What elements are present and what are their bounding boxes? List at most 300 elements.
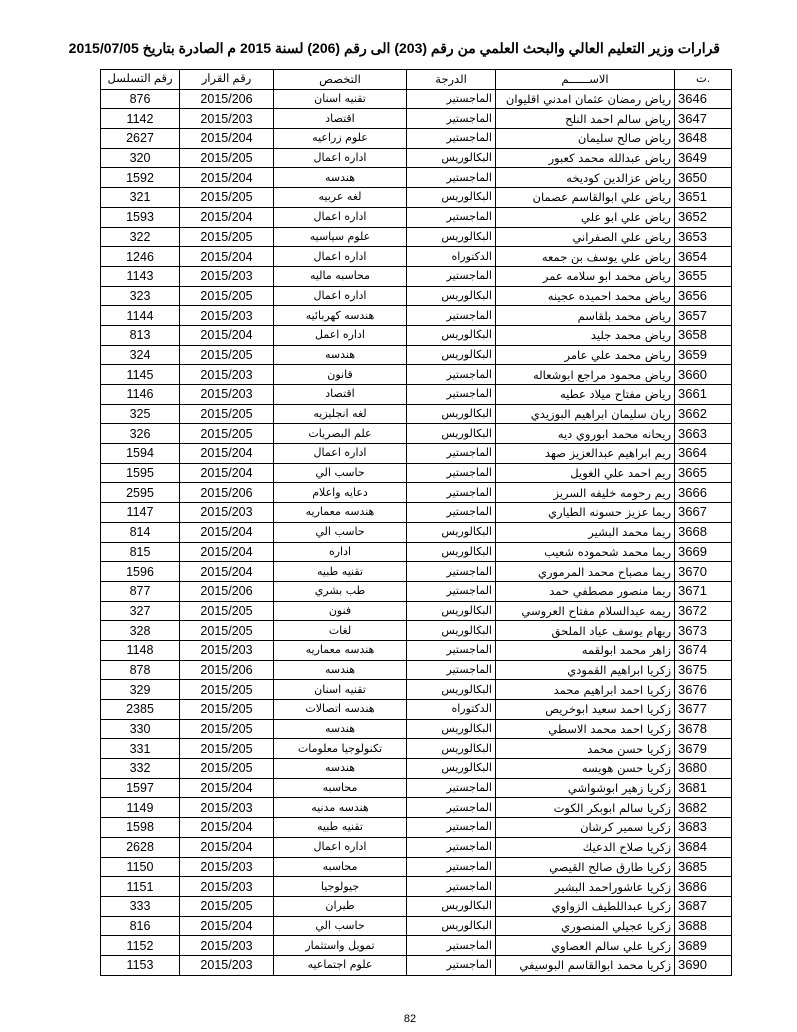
- header-specialty: التخصص: [274, 70, 407, 90]
- table-row: [101, 168, 732, 188]
- number-cell: 3680: [675, 759, 732, 779]
- number-cell: 3689: [675, 936, 732, 956]
- specialty-cell: اداره اعمال: [274, 148, 407, 168]
- decision-cell: 2015/205: [180, 601, 274, 621]
- specialty-cell: هندسه: [274, 719, 407, 739]
- number-cell: 3656: [675, 286, 732, 306]
- degree-cell: البكالوريس: [407, 759, 496, 779]
- name-cell: ريما محمد شحموده شعيب: [496, 542, 675, 562]
- degree-cell: البكالوريس: [407, 227, 496, 247]
- degree-cell: الماجستير: [407, 936, 496, 956]
- serial-cell: 1152: [101, 936, 180, 956]
- number-cell: 3652: [675, 207, 732, 227]
- decision-cell: 2015/205: [180, 188, 274, 208]
- serial-cell: 331: [101, 739, 180, 759]
- degree-cell: الماجستير: [407, 877, 496, 897]
- table-row: [101, 89, 732, 109]
- table-row: [101, 483, 732, 503]
- specialty-cell: تقنيه اسنان: [274, 89, 407, 109]
- specialty-cell: اداره اعمال: [274, 444, 407, 464]
- table-row: [101, 463, 732, 483]
- table-row: [101, 207, 732, 227]
- serial-cell: 1594: [101, 444, 180, 464]
- table-row: [101, 148, 732, 168]
- specialty-cell: هندسه: [274, 759, 407, 779]
- table-row: [101, 621, 732, 641]
- name-cell: زكريا زهير ابوشواشي: [496, 778, 675, 798]
- decision-cell: 2015/205: [180, 680, 274, 700]
- degree-cell: البكالوريس: [407, 404, 496, 424]
- decision-cell: 2015/206: [180, 660, 274, 680]
- serial-cell: 1596: [101, 562, 180, 582]
- decision-cell: 2015/203: [180, 503, 274, 523]
- decision-cell: 2015/204: [180, 837, 274, 857]
- decision-cell: 2015/205: [180, 700, 274, 720]
- specialty-cell: طب بشري: [274, 581, 407, 601]
- name-cell: رياض صالح سليمان: [496, 129, 675, 149]
- number-cell: 3661: [675, 385, 732, 405]
- number-cell: 3676: [675, 680, 732, 700]
- number-cell: 3660: [675, 365, 732, 385]
- serial-cell: 877: [101, 581, 180, 601]
- name-cell: زكريا احمد محمد الاسطي: [496, 719, 675, 739]
- degree-cell: الماجستير: [407, 798, 496, 818]
- number-cell: 3655: [675, 266, 732, 286]
- degree-cell: الماجستير: [407, 955, 496, 975]
- serial-cell: 1143: [101, 266, 180, 286]
- specialty-cell: اداره اعمال: [274, 207, 407, 227]
- serial-cell: 1597: [101, 778, 180, 798]
- degree-cell: الماجستير: [407, 503, 496, 523]
- serial-cell: 1151: [101, 877, 180, 897]
- name-cell: زكريا عاشوراحمد البشير: [496, 877, 675, 897]
- decision-cell: 2015/204: [180, 818, 274, 838]
- serial-cell: 1149: [101, 798, 180, 818]
- name-cell: رياض محمد احميده عجينه: [496, 286, 675, 306]
- number-cell: 3654: [675, 247, 732, 267]
- degree-cell: البكالوريس: [407, 286, 496, 306]
- serial-cell: 1148: [101, 640, 180, 660]
- decision-cell: 2015/203: [180, 857, 274, 877]
- degree-cell: الماجستير: [407, 168, 496, 188]
- decision-cell: 2015/204: [180, 463, 274, 483]
- decision-cell: 2015/204: [180, 129, 274, 149]
- name-cell: ريم ابراهيم عبدالعزيز صهد: [496, 444, 675, 464]
- specialty-cell: علوم اجتماعيه: [274, 955, 407, 975]
- number-cell: 3678: [675, 719, 732, 739]
- degree-cell: البكالوريس: [407, 522, 496, 542]
- specialty-cell: محاسبه: [274, 857, 407, 877]
- degree-cell: البكالوريس: [407, 896, 496, 916]
- specialty-cell: تمويل واستثمار: [274, 936, 407, 956]
- table-row: [101, 542, 732, 562]
- table-row: [101, 227, 732, 247]
- name-cell: رياض رمضان عثمان امدني اقليوان: [496, 89, 675, 109]
- serial-cell: 2595: [101, 483, 180, 503]
- serial-cell: 329: [101, 680, 180, 700]
- name-cell: رياض سالم احمد النلح: [496, 109, 675, 129]
- name-cell: زكريا سمير كرشان: [496, 818, 675, 838]
- degree-cell: الماجستير: [407, 660, 496, 680]
- number-cell: 3681: [675, 778, 732, 798]
- name-cell: رياض محمد علي عامر: [496, 345, 675, 365]
- decision-cell: 2015/203: [180, 955, 274, 975]
- name-cell: رياض محمد جليد: [496, 325, 675, 345]
- serial-cell: 815: [101, 542, 180, 562]
- number-cell: 3664: [675, 444, 732, 464]
- table-row: [101, 640, 732, 660]
- specialty-cell: هندسه اتصالات: [274, 700, 407, 720]
- degree-cell: الدكتوراه: [407, 247, 496, 267]
- graduates-table: [100, 69, 732, 976]
- decision-cell: 2015/205: [180, 404, 274, 424]
- specialty-cell: هندسه: [274, 168, 407, 188]
- name-cell: زكريا حسن محمد: [496, 739, 675, 759]
- serial-cell: 330: [101, 719, 180, 739]
- name-cell: زاهر محمد ابولقمه: [496, 640, 675, 660]
- degree-cell: الماجستير: [407, 444, 496, 464]
- decision-cell: 2015/204: [180, 444, 274, 464]
- number-cell: 3669: [675, 542, 732, 562]
- table-row: [101, 719, 732, 739]
- specialty-cell: دعايه واعلام: [274, 483, 407, 503]
- specialty-cell: هندسه معماريه: [274, 640, 407, 660]
- table-row: [101, 444, 732, 464]
- name-cell: زكريا عبداللطيف الزواوي: [496, 896, 675, 916]
- header-serial: رقم التسلسل: [101, 70, 180, 90]
- table-row: [101, 522, 732, 542]
- decision-cell: 2015/203: [180, 385, 274, 405]
- table-row: [101, 877, 732, 897]
- name-cell: رياض علي الصفراني: [496, 227, 675, 247]
- specialty-cell: طيران: [274, 896, 407, 916]
- table-row: [101, 503, 732, 523]
- serial-cell: 1150: [101, 857, 180, 877]
- table-row: [101, 955, 732, 975]
- page-number: 82: [403, 1013, 417, 1025]
- table-row: [101, 680, 732, 700]
- header-number: ت.: [675, 70, 732, 90]
- serial-cell: 2385: [101, 700, 180, 720]
- degree-cell: البكالوريس: [407, 188, 496, 208]
- table-row: [101, 247, 732, 267]
- name-cell: ريما منصور مصطفي حمد: [496, 581, 675, 601]
- number-cell: 3647: [675, 109, 732, 129]
- degree-cell: الماجستير: [407, 109, 496, 129]
- name-cell: رياض مفتاح ميلاد عطيه: [496, 385, 675, 405]
- serial-cell: 1246: [101, 247, 180, 267]
- specialty-cell: جيولوجيا: [274, 877, 407, 897]
- table-header-row: [101, 70, 732, 90]
- name-cell: زكريا احمد ابراهيم محمد: [496, 680, 675, 700]
- decision-cell: 2015/204: [180, 522, 274, 542]
- degree-cell: الماجستير: [407, 818, 496, 838]
- degree-cell: الماجستير: [407, 857, 496, 877]
- specialty-cell: اداره اعمل: [274, 325, 407, 345]
- header-decision: رقم القرار: [180, 70, 274, 90]
- serial-cell: 324: [101, 345, 180, 365]
- decision-cell: 2015/204: [180, 247, 274, 267]
- specialty-cell: حاسب الي: [274, 916, 407, 936]
- number-cell: 3653: [675, 227, 732, 247]
- table-row: [101, 129, 732, 149]
- number-cell: 3648: [675, 129, 732, 149]
- decision-cell: 2015/205: [180, 739, 274, 759]
- table-row: [101, 109, 732, 129]
- table-row: [101, 581, 732, 601]
- degree-cell: الماجستير: [407, 837, 496, 857]
- name-cell: ريحانه محمد ابوروي ديه: [496, 424, 675, 444]
- specialty-cell: تقنيه طبيه: [274, 818, 407, 838]
- number-cell: 3672: [675, 601, 732, 621]
- serial-cell: 1145: [101, 365, 180, 385]
- number-cell: 3659: [675, 345, 732, 365]
- serial-cell: 1146: [101, 385, 180, 405]
- specialty-cell: لغه انجليزيه: [274, 404, 407, 424]
- name-cell: رياض عبدالله محمد كعبور: [496, 148, 675, 168]
- number-cell: 3667: [675, 503, 732, 523]
- serial-cell: 1595: [101, 463, 180, 483]
- degree-cell: الماجستير: [407, 581, 496, 601]
- table-row: [101, 365, 732, 385]
- number-cell: 3657: [675, 306, 732, 326]
- number-cell: 3670: [675, 562, 732, 582]
- specialty-cell: علوم زراعيه: [274, 129, 407, 149]
- table-row: [101, 936, 732, 956]
- specialty-cell: محاسبه: [274, 778, 407, 798]
- specialty-cell: محاسبه ماليه: [274, 266, 407, 286]
- specialty-cell: هندسه معماريه: [274, 503, 407, 523]
- name-cell: ريمه عبدالسلام مفتاح العروسي: [496, 601, 675, 621]
- degree-cell: البكالوريس: [407, 601, 496, 621]
- degree-cell: البكالوريس: [407, 542, 496, 562]
- degree-cell: الماجستير: [407, 778, 496, 798]
- decision-cell: 2015/205: [180, 719, 274, 739]
- serial-cell: 323: [101, 286, 180, 306]
- decision-cell: 2015/203: [180, 109, 274, 129]
- number-cell: 3662: [675, 404, 732, 424]
- serial-cell: 878: [101, 660, 180, 680]
- decision-cell: 2015/204: [180, 325, 274, 345]
- serial-cell: 2628: [101, 837, 180, 857]
- table-row: [101, 424, 732, 444]
- degree-cell: الدكتوراه: [407, 700, 496, 720]
- degree-cell: الماجستير: [407, 266, 496, 286]
- specialty-cell: حاسب الي: [274, 463, 407, 483]
- decision-cell: 2015/203: [180, 266, 274, 286]
- degree-cell: البكالوريس: [407, 680, 496, 700]
- name-cell: زكريا طارق صالح القيصي: [496, 857, 675, 877]
- specialty-cell: علوم سياسيه: [274, 227, 407, 247]
- number-cell: 3687: [675, 896, 732, 916]
- decision-cell: 2015/206: [180, 581, 274, 601]
- degree-cell: الماجستير: [407, 640, 496, 660]
- number-cell: 3651: [675, 188, 732, 208]
- table-row: [101, 896, 732, 916]
- degree-cell: البكالوريس: [407, 739, 496, 759]
- decision-cell: 2015/204: [180, 562, 274, 582]
- table-row: [101, 385, 732, 405]
- document-title: قرارات وزير التعليم العالي والبحث العلمي من رقم (203) الى رقم (206) لسنة 2015 م الصادرة بتاريخ 2015/07/05: [68, 40, 720, 56]
- table-row: [101, 286, 732, 306]
- table-row: [101, 837, 732, 857]
- serial-cell: 321: [101, 188, 180, 208]
- name-cell: زكريا عجيلي المنصوري: [496, 916, 675, 936]
- serial-cell: 332: [101, 759, 180, 779]
- decision-cell: 2015/203: [180, 877, 274, 897]
- table-row: [101, 404, 732, 424]
- name-cell: رياض علي ابو علي: [496, 207, 675, 227]
- name-cell: زكريا حسن هويسه: [496, 759, 675, 779]
- table-row: [101, 345, 732, 365]
- table-row: [101, 660, 732, 680]
- number-cell: 3646: [675, 89, 732, 109]
- specialty-cell: اقتصاد: [274, 385, 407, 405]
- table-row: [101, 739, 732, 759]
- serial-cell: 876: [101, 89, 180, 109]
- name-cell: زكريا احمد سعيد ابوخريص: [496, 700, 675, 720]
- table-row: [101, 562, 732, 582]
- decision-cell: 2015/203: [180, 640, 274, 660]
- specialty-cell: قانون: [274, 365, 407, 385]
- name-cell: ريما محمد البشير: [496, 522, 675, 542]
- decision-cell: 2015/204: [180, 168, 274, 188]
- decision-cell: 2015/205: [180, 286, 274, 306]
- name-cell: رياض عزالدين كوديخه: [496, 168, 675, 188]
- decision-cell: 2015/205: [180, 345, 274, 365]
- decision-cell: 2015/206: [180, 483, 274, 503]
- table-body: [101, 89, 732, 975]
- specialty-cell: هندسه: [274, 345, 407, 365]
- specialty-cell: هندسه: [274, 660, 407, 680]
- decision-cell: 2015/203: [180, 798, 274, 818]
- degree-cell: الماجستير: [407, 129, 496, 149]
- decision-cell: 2015/204: [180, 542, 274, 562]
- specialty-cell: هندسه كهربائيه: [274, 306, 407, 326]
- decision-cell: 2015/206: [180, 89, 274, 109]
- serial-cell: 1598: [101, 818, 180, 838]
- degree-cell: الماجستير: [407, 306, 496, 326]
- serial-cell: 1144: [101, 306, 180, 326]
- specialty-cell: اداره: [274, 542, 407, 562]
- specialty-cell: لغات: [274, 621, 407, 641]
- specialty-cell: اداره اعمال: [274, 286, 407, 306]
- decision-cell: 2015/205: [180, 227, 274, 247]
- number-cell: 3650: [675, 168, 732, 188]
- decision-cell: 2015/204: [180, 916, 274, 936]
- number-cell: 3675: [675, 660, 732, 680]
- specialty-cell: علم البصريات: [274, 424, 407, 444]
- number-cell: 3686: [675, 877, 732, 897]
- table-row: [101, 818, 732, 838]
- degree-cell: البكالوريس: [407, 148, 496, 168]
- degree-cell: البكالوريس: [407, 621, 496, 641]
- name-cell: زكريا علي سالم العصاوي: [496, 936, 675, 956]
- decision-cell: 2015/205: [180, 759, 274, 779]
- specialty-cell: اداره اعمال: [274, 837, 407, 857]
- table-row: [101, 188, 732, 208]
- table-row: [101, 325, 732, 345]
- serial-cell: 328: [101, 621, 180, 641]
- number-cell: 3665: [675, 463, 732, 483]
- specialty-cell: تقنيه طبيه: [274, 562, 407, 582]
- specialty-cell: لغه عربيه: [274, 188, 407, 208]
- decision-cell: 2015/203: [180, 936, 274, 956]
- table-row: [101, 266, 732, 286]
- specialty-cell: تقنيه اسنان: [274, 680, 407, 700]
- serial-cell: 816: [101, 916, 180, 936]
- decision-cell: 2015/203: [180, 306, 274, 326]
- number-cell: 3658: [675, 325, 732, 345]
- name-cell: ريم رحومه خليفه السريز: [496, 483, 675, 503]
- name-cell: رياض محمد بلقاسم: [496, 306, 675, 326]
- serial-cell: 326: [101, 424, 180, 444]
- decision-cell: 2015/203: [180, 365, 274, 385]
- serial-cell: 325: [101, 404, 180, 424]
- degree-cell: الماجستير: [407, 385, 496, 405]
- name-cell: زكريا صلاح الدعيك: [496, 837, 675, 857]
- name-cell: ريما عزيز حسونه الطياري: [496, 503, 675, 523]
- name-cell: ريم احمد علي الغويل: [496, 463, 675, 483]
- serial-cell: 2627: [101, 129, 180, 149]
- table-row: [101, 916, 732, 936]
- degree-cell: البكالوريس: [407, 916, 496, 936]
- degree-cell: الماجستير: [407, 463, 496, 483]
- table-row: [101, 798, 732, 818]
- name-cell: زكريا سالم ابوبكر الكوت: [496, 798, 675, 818]
- specialty-cell: هندسه مدنيه: [274, 798, 407, 818]
- serial-cell: 322: [101, 227, 180, 247]
- decision-cell: 2015/204: [180, 207, 274, 227]
- specialty-cell: اداره اعمال: [274, 247, 407, 267]
- decision-cell: 2015/205: [180, 621, 274, 641]
- decision-cell: 2015/205: [180, 148, 274, 168]
- number-cell: 3683: [675, 818, 732, 838]
- number-cell: 3671: [675, 581, 732, 601]
- number-cell: 3684: [675, 837, 732, 857]
- number-cell: 3677: [675, 700, 732, 720]
- number-cell: 3682: [675, 798, 732, 818]
- degree-cell: الماجستير: [407, 89, 496, 109]
- serial-cell: 1592: [101, 168, 180, 188]
- name-cell: ريما مصباح محمد المرموري: [496, 562, 675, 582]
- specialty-cell: حاسب الي: [274, 522, 407, 542]
- header-name: الاســــــم: [496, 70, 675, 90]
- degree-cell: البكالوريس: [407, 345, 496, 365]
- specialty-cell: اقتصاد: [274, 109, 407, 129]
- serial-cell: 1147: [101, 503, 180, 523]
- degree-cell: الماجستير: [407, 562, 496, 582]
- serial-cell: 1593: [101, 207, 180, 227]
- number-cell: 3663: [675, 424, 732, 444]
- header-degree: الدرجة: [407, 70, 496, 90]
- name-cell: زكريا ابراهيم القمودي: [496, 660, 675, 680]
- name-cell: رياض علي ابوالقاسم عصمان: [496, 188, 675, 208]
- table-row: [101, 601, 732, 621]
- name-cell: ريهام يوسف عياد الملحق: [496, 621, 675, 641]
- number-cell: 3666: [675, 483, 732, 503]
- degree-cell: الماجستير: [407, 365, 496, 385]
- degree-cell: البكالوريس: [407, 424, 496, 444]
- degree-cell: البكالوريس: [407, 719, 496, 739]
- serial-cell: 814: [101, 522, 180, 542]
- table-row: [101, 700, 732, 720]
- table-row: [101, 778, 732, 798]
- serial-cell: 813: [101, 325, 180, 345]
- name-cell: ريان سليمان ابراهيم البوزيدي: [496, 404, 675, 424]
- table-row: [101, 759, 732, 779]
- decision-cell: 2015/204: [180, 778, 274, 798]
